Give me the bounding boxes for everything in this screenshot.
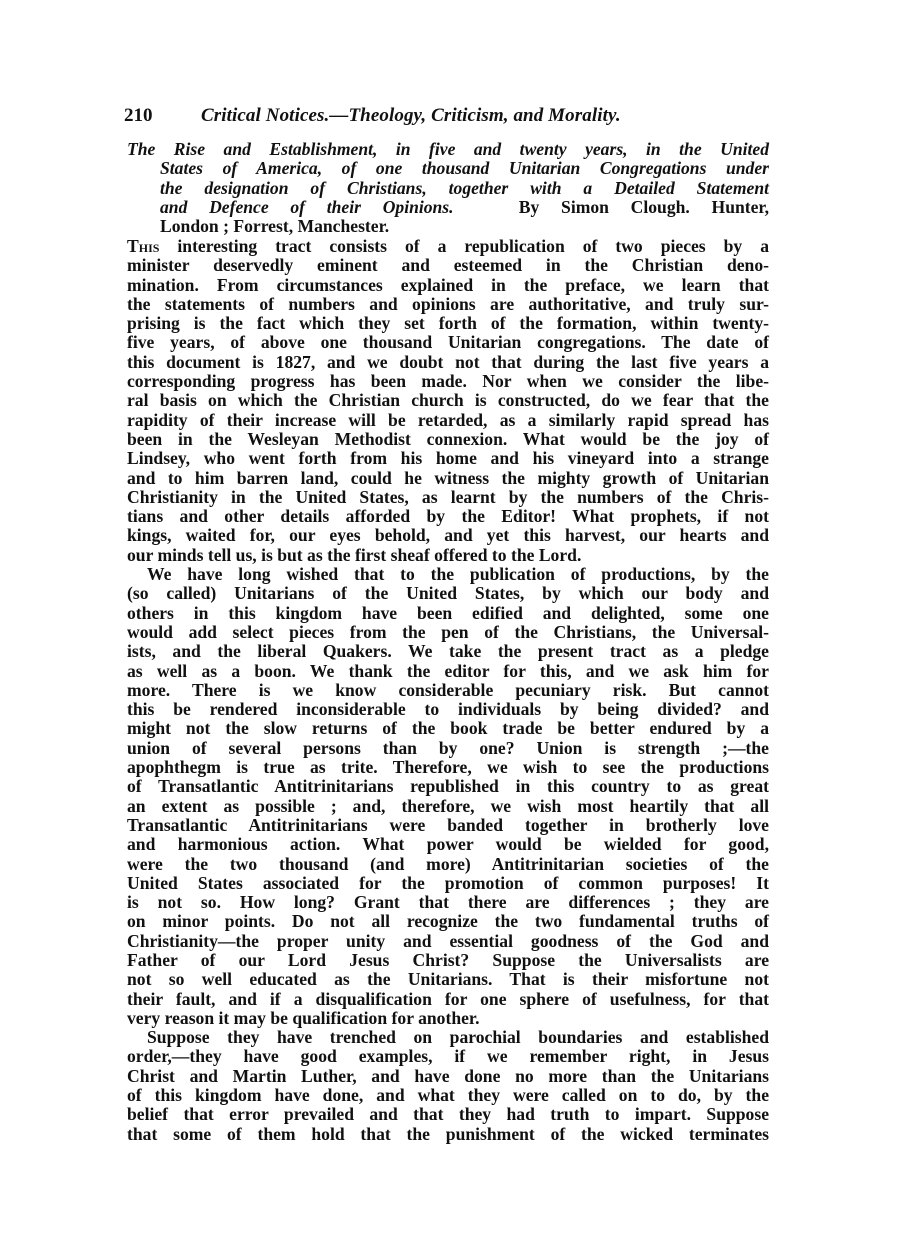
paragraph-1 bbox=[127, 237, 769, 1144]
paragraph-line: mination. From circumstances explained in the preface, we learn that bbox=[127, 274, 769, 295]
paragraph-line: that some of them hold that the punishment of the wicked terminates bbox=[127, 1123, 769, 1144]
paragraph-line: an extent as possible ; and, therefore, we wish most heartily that all bbox=[127, 795, 769, 816]
paragraph-line: United States associated for the promotion of common purposes! It bbox=[127, 872, 769, 893]
paragraph-line: very reason it may be qualification for another. bbox=[127, 1007, 480, 1028]
lead-word: This bbox=[127, 236, 160, 256]
paragraph-line: Christianity in the United States, as learnt by the numbers of the Chris- bbox=[127, 486, 769, 507]
paragraph-line: ists, and the liberal Quakers. We take the present tract as a pledge bbox=[127, 641, 769, 662]
paragraph-line: this document is 1827, and we doubt not that during the last five years a bbox=[127, 351, 769, 372]
paragraph-line: order,—they have good examples, if we remember right, in Jesus bbox=[127, 1046, 769, 1067]
paragraph-line: is not so. How long? Grant that there are differences ; they are bbox=[127, 892, 769, 913]
paragraph-line: union of several persons than by one? Union is strength ;—the bbox=[127, 737, 769, 758]
line-text: interesting tract consists of a republication of two pieces by a bbox=[159, 236, 769, 256]
paragraph-line: the statements of numbers and opinions are authoritative, and truly sur- bbox=[127, 293, 769, 314]
title-line: The Rise and Establishment, in five and twenty years, in the United bbox=[127, 139, 769, 159]
title-line: the designation of Christians, together with a Detailed Statement bbox=[160, 177, 769, 198]
paragraph-line: Lindsey, who went forth from his home and his vineyard into a strange bbox=[127, 448, 769, 469]
paragraph-line: more. There is we know considerable pecuniary risk. But cannot bbox=[127, 679, 769, 700]
paragraph-line: kings, waited for, our eyes behold, and yet this harvest, our hearts and bbox=[127, 525, 769, 546]
paragraph-line: would add select pieces from the pen of the Christians, the Universal- bbox=[127, 621, 769, 642]
paragraph-line: prising is the fact which they set forth of the formation, within twenty- bbox=[127, 313, 769, 334]
paragraph-line: their fault, and if a disqualification for one sphere of usefulness, for that bbox=[127, 988, 769, 1009]
paragraph-line: as well as a boon. We thank the editor for this, and we ask him for bbox=[127, 660, 769, 681]
paragraph-line: Christ and Martin Luther, and have done no more than the Unitarians bbox=[127, 1065, 769, 1086]
paragraph-line: might not the slow returns of the book trade be better endured by a bbox=[127, 718, 769, 739]
page-number: 210 bbox=[124, 105, 153, 126]
paragraph-line: Suppose they have trenched on parochial boundaries and established bbox=[147, 1027, 769, 1048]
paragraph-line: of this kingdom have done, and what they were called on to do, by the bbox=[127, 1085, 769, 1106]
paragraph-line: ral basis on which the Christian church is constructed, do we fear that the bbox=[127, 390, 769, 411]
paragraph-line: and harmonious action. What power would be wielded for good, bbox=[127, 834, 769, 855]
paragraph-line bbox=[127, 237, 769, 256]
notice-title bbox=[127, 140, 769, 236]
paragraph-line: Father of our Lord Jesus Christ? Suppose the Universalists are bbox=[127, 949, 769, 970]
paragraph-line: were the two thousand (and more) Antitrinitarian societies of the bbox=[127, 853, 769, 874]
paragraph-line: Christianity—the proper unity and essential goodness of the God and bbox=[127, 930, 769, 951]
paragraph-line: corresponding progress has been made. Nor when we consider the libe- bbox=[127, 371, 769, 392]
paragraph-line: (so called) Unitarians of the United States, by which our body and bbox=[127, 583, 769, 604]
page-header bbox=[124, 104, 774, 128]
paragraph-line: this be rendered inconsiderable to individuals by being divided? and bbox=[127, 699, 769, 720]
paragraph-line: of Transatlantic Antitrinitarians republished in this country to as great bbox=[127, 776, 769, 797]
title-line-with-author bbox=[127, 198, 769, 217]
title-end: and Defence of their Opinions. bbox=[160, 196, 454, 217]
paragraph-line: been in the Wesleyan Methodist connexion. What would be the joy of bbox=[127, 428, 769, 449]
paragraph-line: We have long wished that to the publication of productions, by the bbox=[147, 564, 769, 585]
paragraph-line: rapidity of their increase will be retarded, as a similarly rapid spread has bbox=[127, 409, 769, 430]
paragraph-line: five years, of above one thousand Unitarian congregations. The date of bbox=[127, 332, 769, 353]
author-publisher: By Simon Clough. Hunter, bbox=[518, 196, 769, 217]
paragraph-line: not so well educated as the Unitarians. That is their misfortune not bbox=[127, 969, 769, 990]
paragraph-line: and to him barren land, could he witness the mighty growth of Unitarian bbox=[127, 467, 769, 488]
paragraph-line: belief that error prevailed and that they had truth to impart. Suppose bbox=[127, 1104, 769, 1125]
paragraph-line: on minor points. Do not all recognize the two fundamental truths of bbox=[127, 911, 769, 932]
running-head: Critical Notices.—Theology, Criticism, and Morality. bbox=[201, 105, 621, 126]
paragraph-line: tians and other details afforded by the Editor! What prophets, if not bbox=[127, 506, 769, 527]
publisher-line: London ; Forrest, Manchester. bbox=[160, 216, 390, 237]
paragraph-line: others in this kingdom have been edified and delighted, some one bbox=[127, 602, 769, 623]
paragraph-line: minister deservedly eminent and esteemed in the Christian deno- bbox=[127, 255, 769, 276]
paragraph-line: our minds tell us, is but as the first sheaf offered to the Lord. bbox=[127, 544, 582, 565]
paragraph-line: Transatlantic Antitrinitarians were banded together in brotherly love bbox=[127, 814, 769, 835]
title-line: States of America, of one thousand Unitarian Congregations under bbox=[160, 158, 769, 179]
paragraph-line: apophthegm is true as trite. Therefore, we wish to see the productions bbox=[127, 757, 769, 778]
